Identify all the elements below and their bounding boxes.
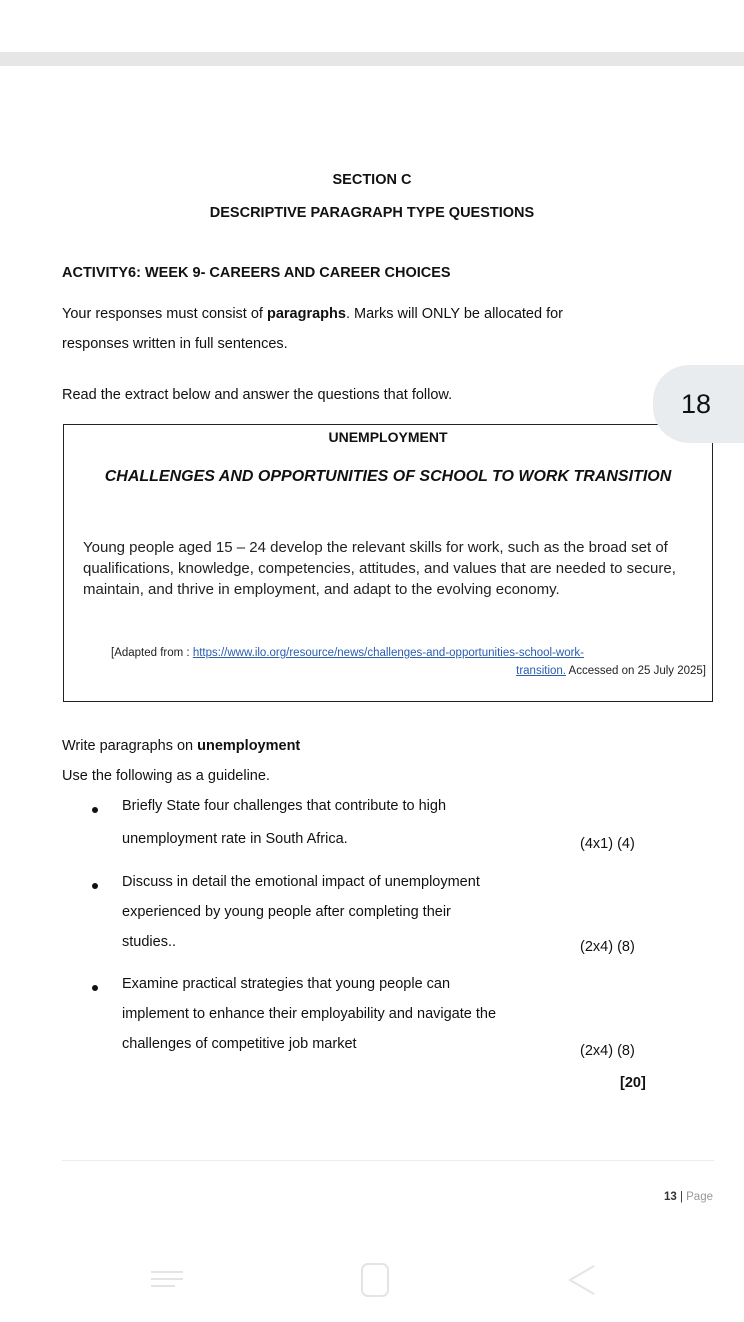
citation-line-2: transition. Accessed on 25 July 2025]	[516, 665, 706, 677]
back-icon[interactable]	[560, 1260, 604, 1300]
extract-title: UNEMPLOYMENT	[328, 429, 448, 445]
total-marks: [20]	[620, 1075, 646, 1091]
bullet-3-marks: (2x4) (8)	[580, 1043, 635, 1059]
page-number: 13 | Page	[663, 1191, 713, 1203]
bullet-1-line-1: Briefly State four challenges that contribute to high	[122, 798, 447, 814]
home-icon[interactable]	[353, 1260, 397, 1300]
page-counter-number: 18	[681, 389, 712, 419]
extract-box	[63, 424, 713, 702]
bullet-2-line-1: Discuss in detail the emotional impact of unemployment	[122, 874, 480, 890]
extract-body: Young people aged 15 – 24 develop the relevant skills for work, such as the broad set of qualifications, knowledge, competencies, attitudes, and values that are needed to secure, maintain, and thrive in employment, and adapt to the evolving economy.	[83, 539, 676, 598]
instruction-bold: paragraphs	[266, 306, 346, 322]
instruction-line-2: responses written in full sentences.	[62, 336, 288, 352]
citation-link-continued[interactable]: transition.	[516, 665, 566, 677]
bullet-dot-1	[92, 807, 98, 813]
section-title: SECTION C	[332, 172, 412, 188]
bullet-dot-3	[92, 985, 98, 991]
bullet-3-line-1: Examine practical strategies that young people can	[122, 976, 451, 992]
citation-link[interactable]: https://www.ilo.org/resource/news/challenges-and-opportunities-school-work-	[192, 647, 585, 659]
bullet-dot-2	[92, 883, 98, 889]
bullet-1-line-2: unemployment rate in South Africa.	[122, 831, 348, 847]
bullet-3-line-3: challenges of competitive job market	[122, 1036, 357, 1052]
extract-subtitle: CHALLENGES AND OPPORTUNITIES OF SCHOOL TO WORK TRANSITION	[104, 468, 672, 485]
write-bold: unemployment	[197, 738, 301, 754]
bullet-2-line-2: experienced by young people after completing their	[122, 904, 451, 920]
guideline-text: Use the following as a guideline.	[62, 768, 270, 784]
write-instruction: Write paragraphs on unemployment	[62, 738, 301, 754]
bullet-2-marks: (2x4) (8)	[580, 939, 635, 955]
bullet-3-line-2: implement to enhance their employability and navigate the	[122, 1006, 497, 1022]
instruction-line-1: Your responses must consist of paragraphs. Marks will ONLY be allocated for	[62, 306, 564, 322]
footer-divider	[62, 1160, 714, 1161]
read-prompt: Read the extract below and answer the questions that follow.	[62, 387, 453, 403]
bullet-2-line-3: studies..	[122, 934, 176, 950]
bullet-1-marks: (4x1) (4)	[580, 836, 635, 852]
section-subtitle: DESCRIPTIVE PARAGRAPH TYPE QUESTIONS	[209, 205, 535, 221]
activity-heading: ACTIVITY6: WEEK 9- CAREERS AND CAREER CHOICES	[62, 265, 451, 281]
page-counter-badge[interactable]	[653, 365, 744, 443]
citation-line-1: [Adapted from : https://www.ilo.org/resource/news/challenges-and-opportunities-school-work-	[111, 647, 585, 659]
menu-icon[interactable]	[145, 1260, 189, 1296]
